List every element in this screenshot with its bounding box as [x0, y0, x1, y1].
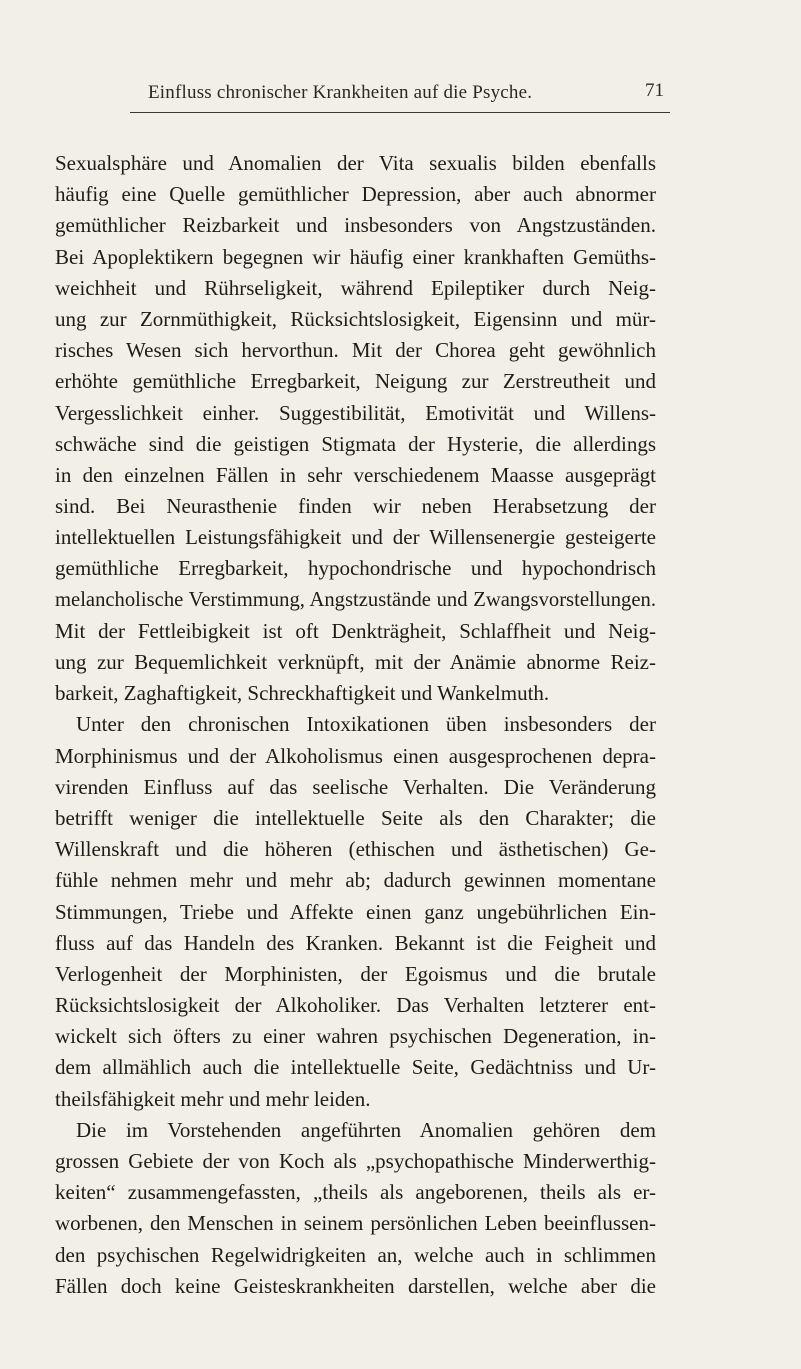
text-line: fluss auf das Handeln des Kranken. Bekannt ist die Feigheit und	[55, 930, 656, 955]
text-line: sind. Bei Neurasthenie finden wir neben Herabsetzung der	[55, 494, 656, 519]
text-line: in den einzelnen Fällen in sehr verschiedenem Maasse ausgeprägt	[55, 462, 656, 487]
running-head: Einfluss chronischer Krankheiten auf die Psyche.	[148, 82, 533, 103]
text-line: Verlogenheit der Morphinisten, der Egoismus und die brutale	[55, 961, 656, 986]
text-line: Vergesslichkeit einher. Suggestibilität, Emotivität und Willens-	[55, 400, 656, 425]
text-line: Bei Apoplektikern begegnen wir häufig einer krankhaften Gemüths-	[55, 244, 656, 269]
text-line: intellektuellen Leistungsfähigkeit und der Willensenergie gesteigerte	[55, 525, 656, 550]
text-line: worbenen, den Menschen in seinem persönlichen Leben beeinflussen-	[55, 1211, 656, 1236]
header-rule	[130, 112, 670, 113]
text-line: ung zur Zornmüthigkeit, Rücksichtslosigkeit, Eigensinn und mür-	[55, 306, 656, 331]
text-line: weichheit und Rührseligkeit, während Epileptiker durch Neig-	[55, 275, 656, 300]
text-line: betrifft weniger die intellektuelle Seite als den Charakter; die	[55, 805, 656, 830]
text-line: den psychischen Regelwidrigkeiten an, welche auch in schlimmen	[55, 1242, 656, 1267]
text-line: melancholische Verstimmung, Angstzustände und Zwangsvorstellungen.	[55, 588, 656, 611]
text-line: Rücksichtslosigkeit der Alkoholiker. Das Verhalten letzterer ent-	[55, 993, 656, 1018]
text-line: Mit der Fettleibigkeit ist oft Denkträgheit, Schlaffheit und Neig-	[55, 618, 656, 643]
text-line: barkeit, Zaghaftigkeit, Schreckhaftigkeit und Wankelmuth.	[55, 681, 550, 706]
text-line: fühle nehmen mehr und mehr ab; dadurch gewinnen momentane	[55, 868, 656, 893]
text-line: dem allmählich auch die intellektuelle Seite, Gedächtniss und Ur-	[55, 1055, 656, 1080]
text-line: Unter den chronischen Intoxikationen üben insbesonders der	[76, 712, 656, 737]
text-line: keiten“ zusammengefassten, „theils als angeborenen, theils als er-	[55, 1180, 656, 1205]
text-line: virenden Einfluss auf das seelische Verhalten. Die Veränderung	[55, 774, 656, 799]
text-line: Willenskraft und die höheren (ethischen und ästhetischen) Ge-	[55, 837, 656, 862]
text-line: grossen Gebiete der von Koch als „psychopathische Minderwerthig-	[55, 1149, 656, 1173]
text-line: theilsfähigkeit mehr und mehr leiden.	[55, 1086, 371, 1111]
text-line: ung zur Bequemlichkeit verknüpft, mit der Anämie abnorme Reiz-	[55, 650, 656, 674]
text-line: Die im Vorstehenden angeführten Anomalien gehören dem	[76, 1117, 656, 1142]
body-text	[55, 148, 656, 1302]
text-line: risches Wesen sich hervorthun. Mit der Chorea geht gewöhnlich	[55, 338, 656, 363]
text-line: gemüthliche Erregbarkeit, hypochondrische und hypochondrisch	[55, 556, 656, 581]
text-line: Stimmungen, Triebe und Affekte einen ganz ungebührlichen Ein-	[55, 899, 656, 924]
text-line: Morphinismus und der Alkoholismus einen ausgesprochenen depra-	[55, 743, 656, 768]
text-line: Fällen doch keine Geisteskrankheiten darstellen, welche aber die	[55, 1273, 656, 1298]
text-line: erhöhte gemüthliche Erregbarkeit, Neigung zur Zerstreutheit und	[55, 369, 656, 394]
text-line: häufig eine Quelle gemüthlicher Depression, aber auch abnormer	[55, 182, 656, 207]
text-line: Sexualsphäre und Anomalien der Vita sexualis bilden ebenfalls	[55, 151, 656, 175]
page-number: 71	[645, 80, 664, 101]
text-line: gemüthlicher Reizbarkeit und insbesonders von Angstzuständen.	[55, 213, 656, 238]
text-line: wickelt sich öfters zu einer wahren psychischen Degeneration, in-	[55, 1024, 656, 1049]
text-line: schwäche sind die geistigen Stigmata der Hysterie, die allerdings	[55, 431, 656, 456]
